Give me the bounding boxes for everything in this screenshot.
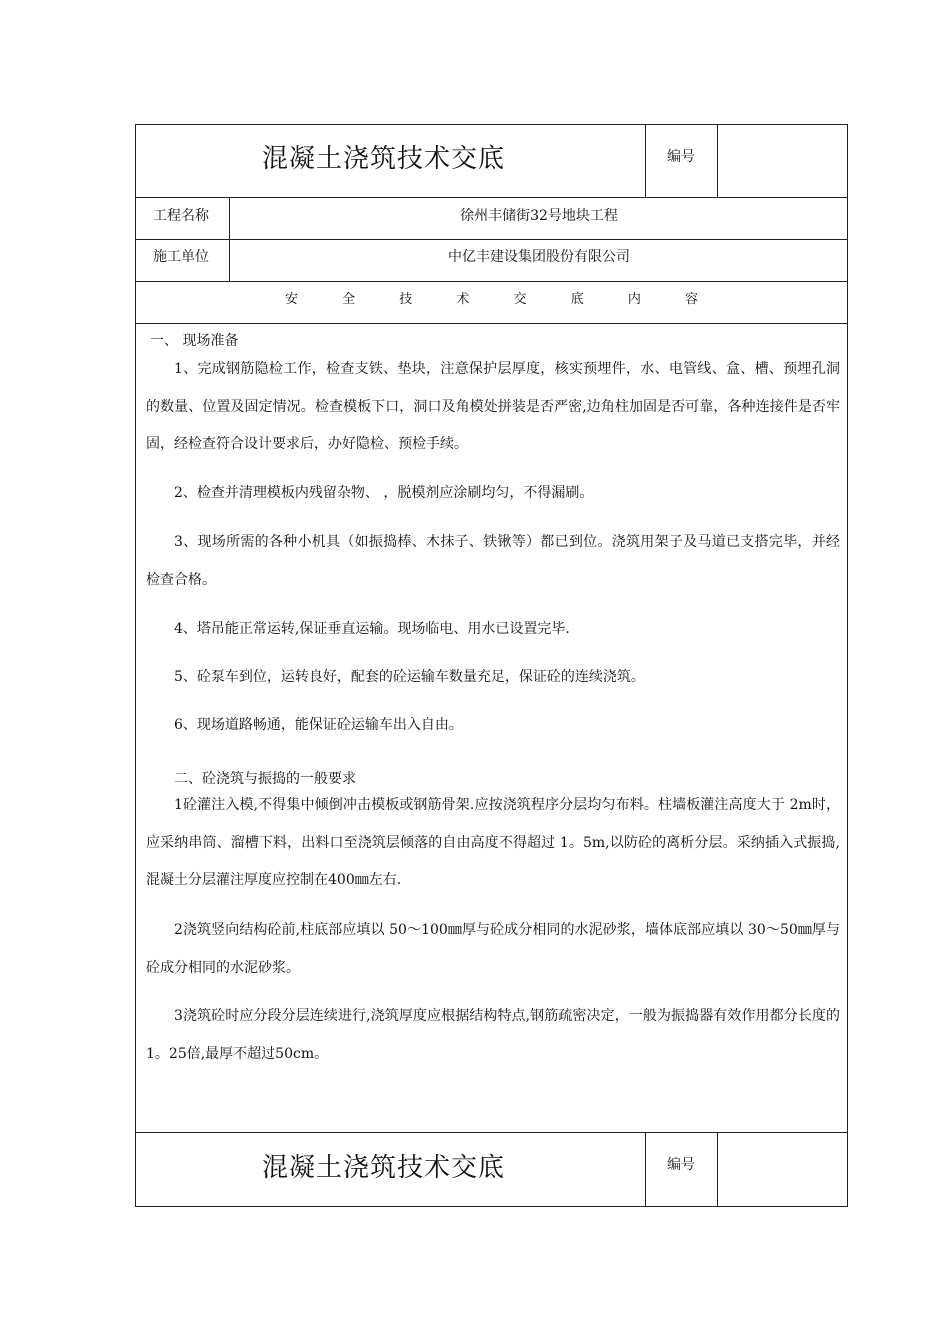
section-caption: 安 全 技 术 交 底 内 容 (285, 292, 718, 307)
header-divider-2 (717, 124, 718, 198)
footer-header-divider-2 (717, 1132, 718, 1207)
s1-paragraph-3: 3、现场所需的各种小机具（如振捣棒、木抹子、铁锹等）都已到位。浇筑用架子及马道已支搭完毕，并经检查合格。 (146, 534, 840, 588)
s2-paragraph-2: 2浇筑竖向结构砼前,柱底部应填以 50～100㎜厚与砼成分相同的水泥砂浆，墙体底部应填以 30～50㎜厚与砼成分相同的水泥砂浆。 (146, 922, 840, 976)
s1-paragraph-5: 5、砼泵车到位，运转良好，配套的砼运输车数量充足，保证砼的连续浇筑。 (174, 669, 645, 685)
unit-row-line (135, 281, 848, 282)
section1-heading: 一、 现场准备 (150, 333, 239, 349)
unit-value: 中亿丰建设集团股份有限公司 (448, 249, 630, 265)
s1-paragraph-1: 1、完成钢筋隐检工作，检查支铁、垫块，注意保护层厚度，核实预埋件，水、电管线、盒、槽、预埋孔洞的数量、位置及固定情况。检查模板下口，洞口及角模处拼装是否严密,边角柱加固是否可靠，各种连接件是否牢固，经检查符合设计要求后，办好隐检、预检手续。 (146, 361, 840, 452)
s2-paragraph-1: 1砼灌注入模,不得集中倾倒冲击模板或钢筋骨架.应按浇筑程序分层均匀布料。柱墙板灌注高度大于 2m时，应采纳串筒、溜槽下料，出料口至浇筑层倾落的自由高度不得超过 1。5m,以防砼的离析分层。采纳插入式振捣,混凝土分层灌注厚度应控制在400㎜左右. (146, 797, 840, 888)
s1-paragraph-6: 6、现场道路畅通，能保证砼运输车出入自由。 (174, 717, 463, 733)
header-divider-1 (645, 124, 646, 198)
footer-document-title: 混凝土浇筑技术交底 (262, 1153, 506, 1183)
project-row-line (135, 239, 848, 240)
caption-row-line (135, 323, 848, 324)
footer-header-divider-1 (645, 1132, 646, 1207)
project-label: 工程名称 (153, 208, 209, 224)
number-label: 编号 (667, 149, 695, 165)
section2-heading: 二、砼浇筑与振捣的一般要求 (174, 771, 356, 787)
s1-paragraph-2: 2、检查并清理模板内残留杂物、 ，脱模剂应涂刷均匀，不得漏刷。 (174, 485, 594, 501)
project-value: 徐州丰储街32号地块工程 (460, 208, 618, 224)
s2-paragraph-3: 3浇筑砼时应分段分层连续进行,浇筑厚度应根据结构特点,钢筋疏密决定，一般为振捣器有效作用都分长度的1。25倍,最厚不超过50cm。 (146, 1008, 840, 1062)
s1-paragraph-4: 4、塔吊能正常运转,保证垂直运输。现场临电、用水已设置完毕. (174, 621, 570, 637)
footer-number-label: 编号 (667, 1157, 695, 1173)
header-bottom-line (135, 197, 848, 198)
unit-label: 施工单位 (153, 249, 209, 265)
document-title: 混凝土浇筑技术交底 (262, 144, 506, 174)
